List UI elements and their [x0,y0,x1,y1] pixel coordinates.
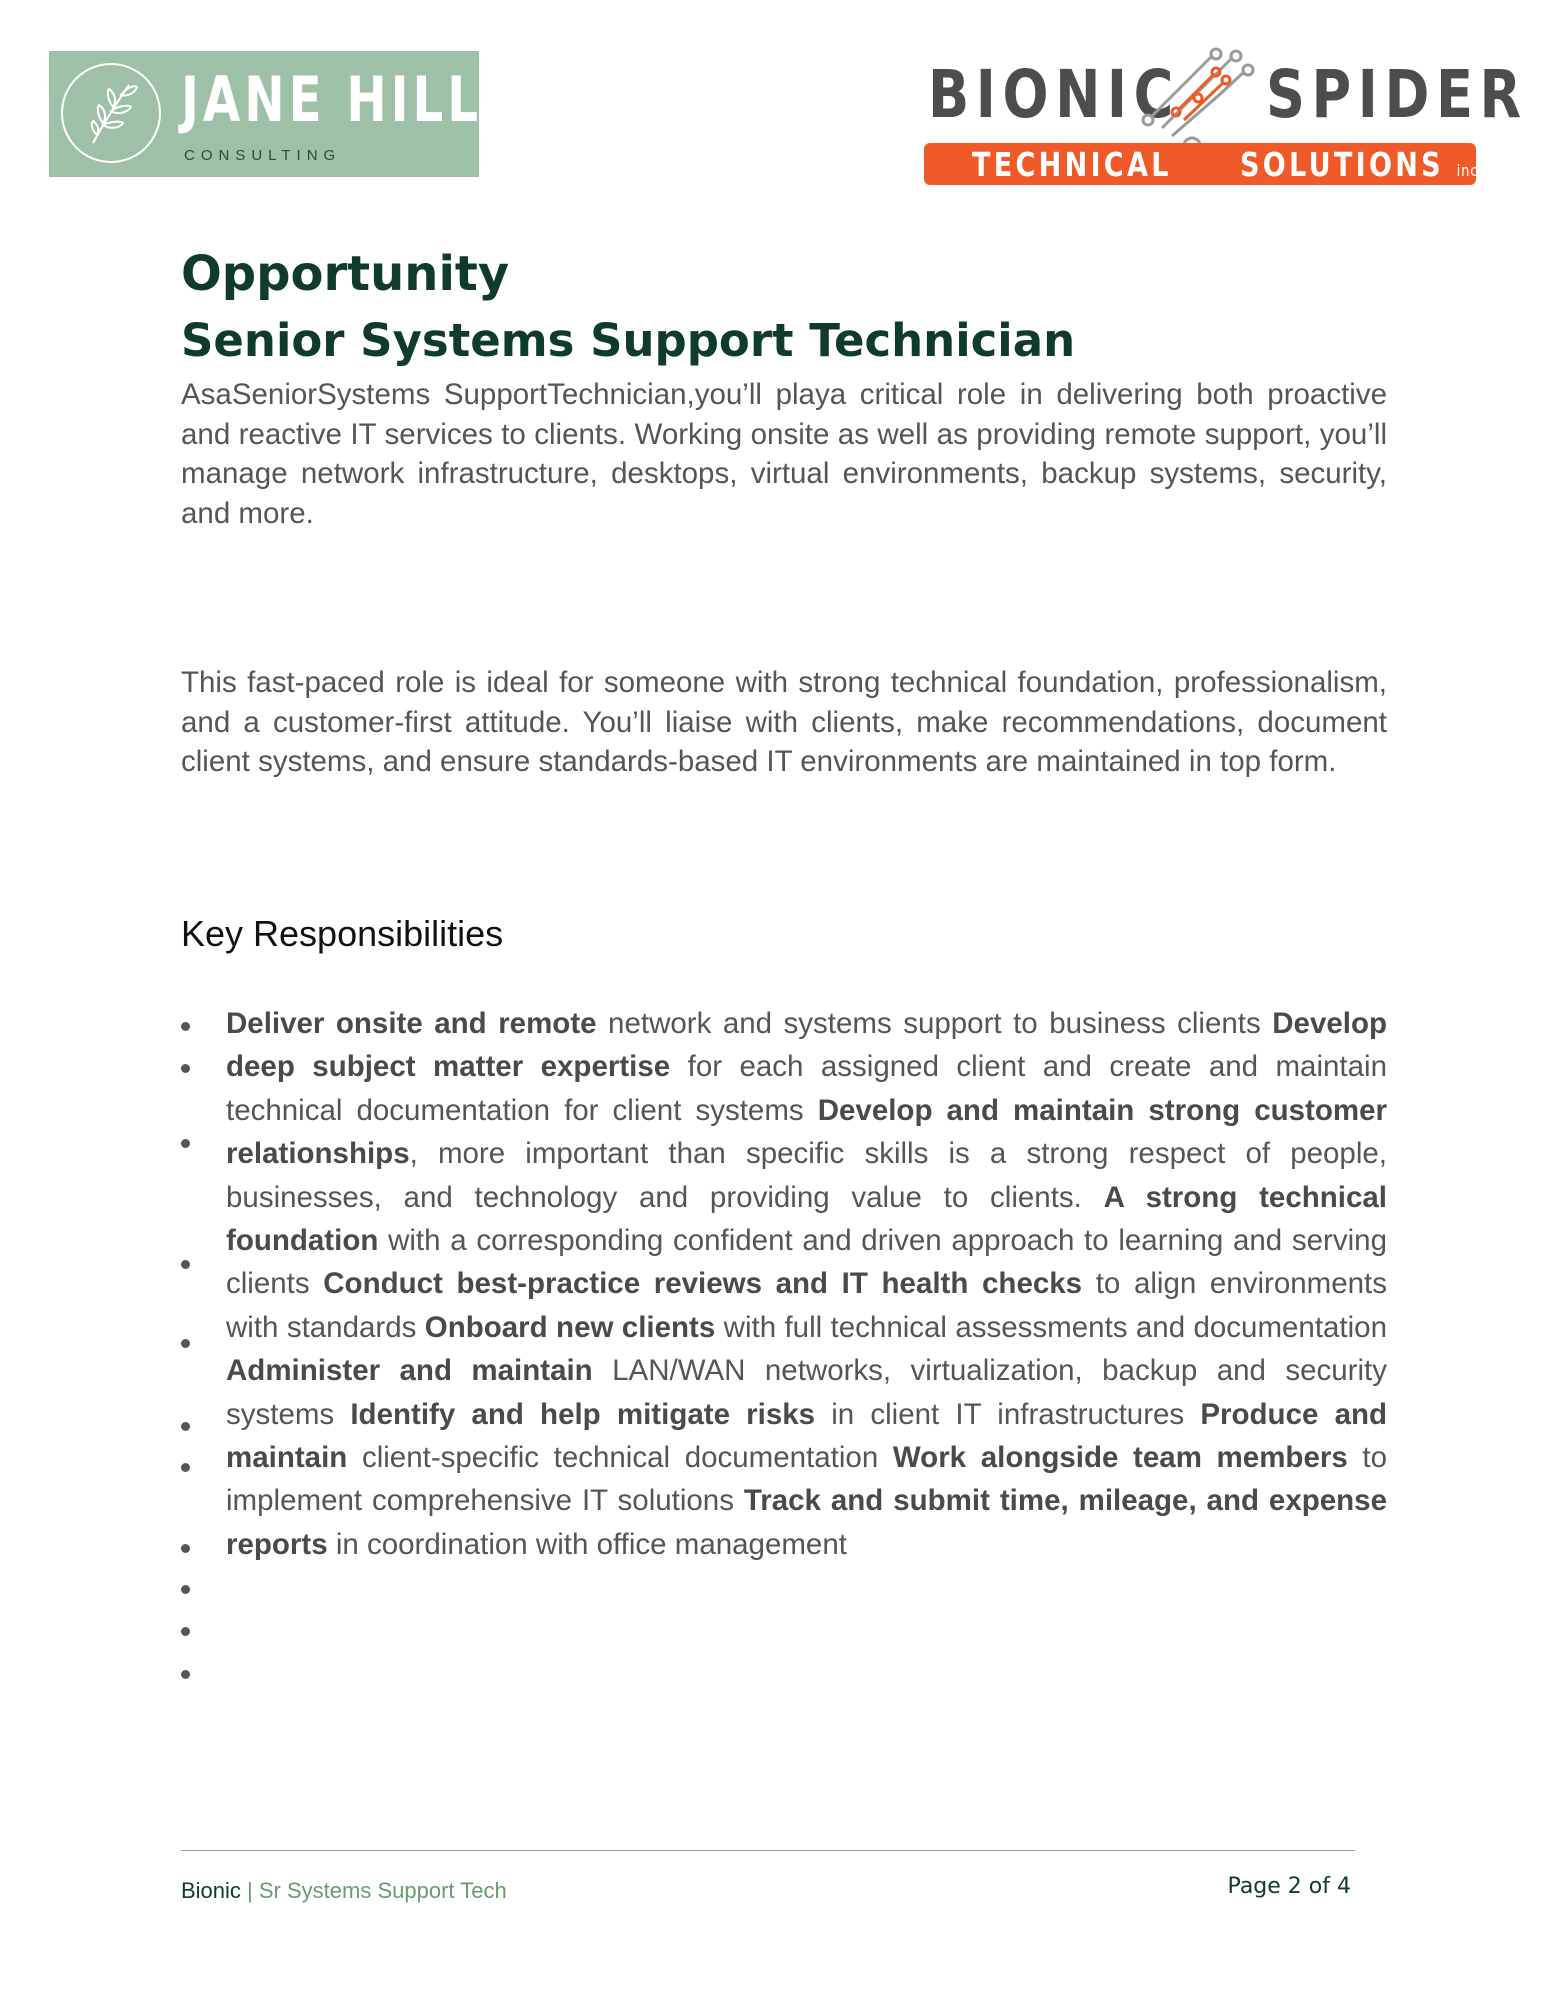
page-heading: Opportunity [181,246,510,302]
bullet-marker [181,1260,190,1269]
bullet-marker [181,1064,190,1073]
resp-bold: Develop and maintain strong customer relationships [226,1093,1387,1171]
resp-text: with full technical assessments and documentation [715,1310,1387,1344]
jane-hill-logo [49,51,482,177]
footer-brand: Bionic [181,1878,241,1903]
bionic-spider-logo [922,46,1528,186]
resp-text: to implement comprehensive IT solutions [226,1441,1387,1518]
jane-hill-logo-name: JANE HILL [181,63,482,136]
resp-text: network and systems support to business clients [596,1007,1273,1040]
footer-doc-label [181,1878,507,1904]
footer-separator: | [240,1878,259,1903]
resp-text: in client IT infrastructures [815,1397,1201,1431]
bullet-marker [181,1339,190,1348]
resp-text: in coordination with office management [327,1527,847,1561]
bullet-marker [181,1670,190,1679]
bullet-marker [181,1627,190,1636]
bullet-marker [181,1022,190,1031]
footer-divider [181,1850,1355,1851]
resp-bold: Administer and maintain [226,1354,593,1388]
intro-paragraph: AsaSeniorSystems SupportTechnician,you’ll playa critical role in delivering both proactive and reactive IT services to clients. Working onsite as well as providing remote support, you’ll manage network infrastructure, desktops, virtual environments, backup systems, security, and more. [181,378,1387,530]
bullet-marker [181,1544,190,1553]
resp-bold: Track and submit time, mileage, and expense reports [226,1484,1387,1561]
jane-hill-logo-sub: CONSULTING [184,147,342,164]
responsibilities-text [226,1002,1387,1566]
resp-bold: Conduct best-practice reviews and IT health checks [323,1267,1083,1301]
job-title: Senior Systems Support Technician [181,314,1076,367]
footer-doc-name: Sr Systems Support Tech [258,1878,507,1903]
resp-bold: Deliver onsite and remote [226,1007,597,1040]
bullet-marker [181,1422,190,1431]
role-paragraph: This fast-paced role is ideal for someone with strong technical foundation, professionalism, and a customer-first attitude. You’ll liaise with clients, make recommendations, document client systems, and ensure standards-based IT environments are maintained in top form. [181,666,1387,778]
key-responsibilities-heading: Key Responsibilities [181,913,504,954]
bionic-spider-logo-word1: BIONIC [928,56,1180,133]
resp-text: with a corresponding confident and driven approach to learning and serving clients [226,1224,1387,1301]
resp-bold: Develop deep subject matter expertise [226,1007,1387,1084]
resp-bold: Identify and help mitigate risks [350,1397,816,1431]
bullet-marker [181,1139,190,1148]
bullet-marker [181,1585,190,1594]
resp-text: client-specific technical documentation [347,1441,893,1475]
resp-text: LAN/WAN networks, virtualization, backup and security systems [226,1354,1387,1431]
leaf-sprig-icon [61,63,161,163]
resp-bold: Work alongside team members [892,1441,1348,1475]
resp-text: for each assigned client and create and maintain technical documentation for client systems [226,1050,1387,1127]
bionic-spider-logo-inc: inc. [1456,161,1484,180]
resp-text: to align environments with standards [226,1267,1387,1344]
resp-text: , more important than specific skills is a strong respect of people, businesses, and technology and providing value to clients. [226,1137,1387,1214]
resp-bold: Onboard new clients [424,1310,716,1344]
bullet-marker [181,1463,190,1472]
bionic-spider-logo-tech: TECHNICAL [972,145,1172,184]
page-number: Page 2 of 4 [1227,1874,1351,1899]
bionic-spider-logo-word2: SPIDER [1266,56,1528,133]
bionic-spider-logo-solutions-word: SOLUTIONS [1240,145,1444,184]
resp-bold: A strong technical foundation [226,1180,1387,1258]
resp-bold: Produce and maintain [226,1397,1388,1475]
bionic-spider-logo-solutions [1240,145,1483,191]
